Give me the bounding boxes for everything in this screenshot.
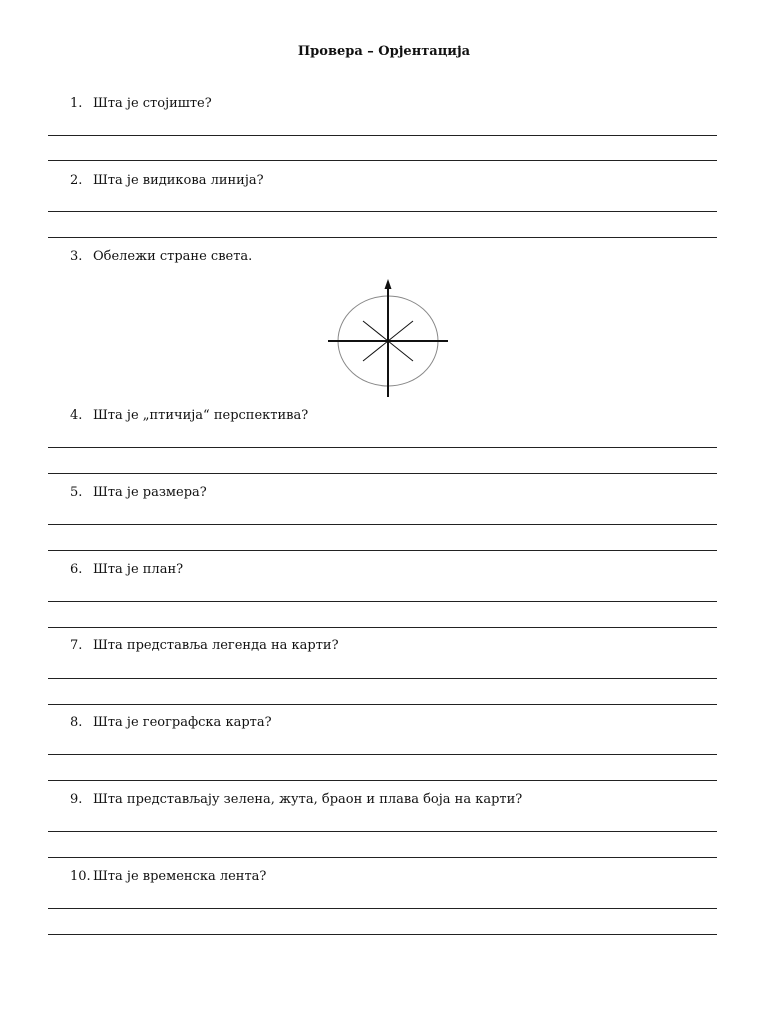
question-8 bbox=[70, 715, 272, 730]
question-text: Шта је временска лента? bbox=[93, 869, 267, 884]
answer-line-4a[interactable] bbox=[48, 447, 717, 448]
question-6 bbox=[70, 562, 183, 577]
question-4 bbox=[70, 408, 308, 423]
question-number: 9. bbox=[70, 792, 83, 807]
answer-line-9b[interactable] bbox=[48, 857, 717, 858]
answer-line-5b[interactable] bbox=[48, 550, 717, 551]
question-text: Шта је план? bbox=[93, 562, 184, 577]
question-3 bbox=[70, 249, 252, 264]
question-9 bbox=[70, 792, 522, 807]
answer-line-9a[interactable] bbox=[48, 831, 717, 832]
question-number: 3. bbox=[70, 249, 83, 264]
answer-line-8b[interactable] bbox=[48, 780, 717, 781]
answer-line-6a[interactable] bbox=[48, 601, 717, 602]
answer-line-4b[interactable] bbox=[48, 473, 717, 474]
question-text: Шта представља легенда на карти? bbox=[93, 638, 339, 653]
compass-rose-icon[interactable] bbox=[326, 277, 450, 399]
answer-line-7a[interactable] bbox=[48, 678, 717, 679]
north-arrow-icon bbox=[385, 279, 392, 289]
question-2 bbox=[70, 173, 264, 188]
question-text: Шта представљају зелена, жута, браон и плава боја на карти? bbox=[93, 792, 523, 807]
answer-line-10b[interactable] bbox=[48, 934, 717, 935]
answer-line-5a[interactable] bbox=[48, 524, 717, 525]
answer-line-6b[interactable] bbox=[48, 627, 717, 628]
question-number: 8. bbox=[70, 715, 83, 730]
question-text: Шта је „птичија“ перспектива? bbox=[93, 408, 309, 423]
question-text: Шта је видикова линија? bbox=[93, 173, 264, 188]
answer-line-8a[interactable] bbox=[48, 754, 717, 755]
answer-line-1a[interactable] bbox=[48, 135, 717, 136]
question-number: 10. bbox=[70, 869, 91, 884]
answer-line-1b[interactable] bbox=[48, 160, 717, 161]
question-10 bbox=[70, 869, 266, 884]
question-number: 2. bbox=[70, 173, 83, 188]
question-5 bbox=[70, 485, 207, 500]
question-number: 6. bbox=[70, 562, 83, 577]
question-number: 1. bbox=[70, 96, 83, 111]
question-number: 7. bbox=[70, 638, 83, 653]
answer-line-7b[interactable] bbox=[48, 704, 717, 705]
question-text: Шта је размера? bbox=[93, 485, 207, 500]
answer-line-10a[interactable] bbox=[48, 908, 717, 909]
question-1 bbox=[70, 96, 212, 111]
question-number: 4. bbox=[70, 408, 83, 423]
question-text: Шта је стојиште? bbox=[93, 96, 212, 111]
question-7 bbox=[70, 638, 339, 653]
answer-line-2b[interactable] bbox=[48, 237, 717, 238]
question-text: Обележи стране света. bbox=[93, 249, 253, 264]
page-title: Провера – Орјентација bbox=[297, 44, 471, 59]
question-number: 5. bbox=[70, 485, 83, 500]
answer-line-2a[interactable] bbox=[48, 211, 717, 212]
question-text: Шта је географска карта? bbox=[93, 715, 272, 730]
